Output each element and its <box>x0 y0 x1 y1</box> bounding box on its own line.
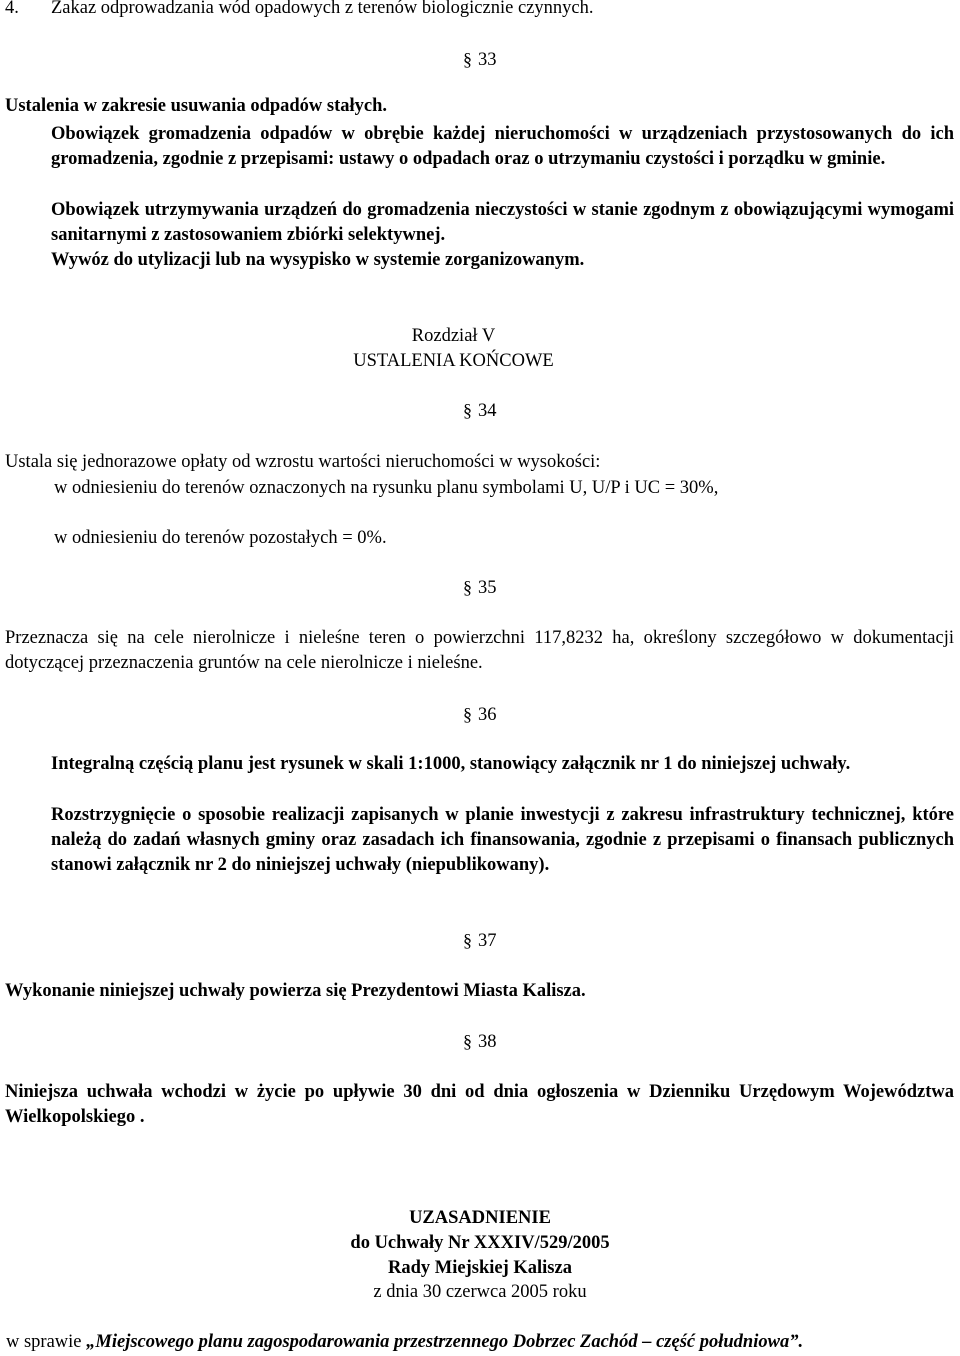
section-sign: § <box>463 704 472 724</box>
item-number: 4. <box>5 0 19 18</box>
item-text: Obowiązek gromadzenia odpadów w obrębie każdej nieruchomości w urządzeniach przystosowanych do ich gromadzenia, zgodnie z przepisami: ustawy o odpadach oraz o utrzymaniu czystości i porządku w gminie. <box>51 124 954 169</box>
item-text: w odniesieniu do terenów oznaczonych na rysunku planu symbolami U, U/P i UC = 30%, <box>54 478 719 498</box>
section-number: 35 <box>478 578 497 598</box>
section-sign: § <box>463 1031 472 1051</box>
chapter-title: Rozdział V <box>411 326 496 346</box>
section-number: 38 <box>478 1032 497 1052</box>
section-34-heading <box>463 398 497 424</box>
section-35-heading <box>463 575 497 601</box>
item-text: Zakaz odprowadzania wód opadowych z terenów biologicznie czynnych. <box>51 0 594 18</box>
item-number <box>5 752 51 777</box>
item-text: Rozstrzygnięcie o sposobie realizacji zapisanych w planie inwestycji z zakresu infrastruktury technicznej, które należą do zadań własnych gminy oraz zasadach ich finansowania, zgodnie z przepisami o finansach publicznych stanowi załącznik nr 2 do niniejszej uchwały (niepublikowany). <box>51 805 954 875</box>
item-number <box>5 198 51 223</box>
subject-title: „Miejscowego planu zagospodarowania przestrzennego Dobrzec Zachód – część południowa”. <box>86 1332 804 1352</box>
item-text: Wywóz do utylizacji lub na wysypisko w systemie zorganizowanym. <box>51 250 585 270</box>
chapter-subtitle: USTALENIA KOŃCOWE <box>353 351 554 371</box>
section-34-item-1 <box>5 476 954 501</box>
justification-council: Rady Miejskiej Kalisza <box>388 1258 572 1278</box>
section-37-text: Wykonanie niniejszej uchwały powierza się Prezydentowi Miasta Kalisza. <box>5 981 586 1001</box>
section-sign: § <box>463 577 472 597</box>
section-33-item-3 <box>5 248 954 273</box>
item-number <box>5 248 51 273</box>
section-33-intro: Ustalenia w zakresie usuwania odpadów stałych. <box>5 96 388 116</box>
section-number: 36 <box>478 705 497 725</box>
section-35-text: Przeznacza się na cele nierolnicze i nieleśne teren o powierzchni 117,8232 ha, określony szczegółowo w dokumentacji dotyczącej przeznaczenia gruntów na cele nierolnicze i nieleśne. <box>5 628 954 673</box>
justification-title: UZASADNIENIE <box>409 1208 551 1228</box>
section-36-item-1 <box>5 752 954 777</box>
section-33-item-1 <box>5 122 954 172</box>
section-37-heading <box>463 928 497 954</box>
section-number: 33 <box>478 50 497 70</box>
section-36-item-2 <box>5 803 954 878</box>
justification-date: z dnia 30 czerwca 2005 roku <box>373 1282 587 1302</box>
item-number <box>5 526 54 551</box>
item-text: w odniesieniu do terenów pozostałych = 0%. <box>54 528 387 548</box>
subject-prefix: w sprawie <box>6 1332 87 1352</box>
item-4 <box>5 0 954 21</box>
section-33-item-2 <box>5 198 954 248</box>
section-number: 37 <box>478 931 497 951</box>
section-34-intro: Ustala się jednorazowe opłaty od wzrostu wartości nieruchomości w wysokości: <box>5 452 601 472</box>
section-36-heading <box>463 702 497 728</box>
section-sign: § <box>463 930 472 950</box>
section-38-text: Niniejsza uchwała wchodzi w życie po upływie 30 dni od dnia ogłoszenia w Dzienniku Urzędowym Województwa Wielkopolskiego . <box>5 1082 954 1127</box>
justification-subject <box>6 1330 954 1355</box>
justification-resolution: do Uchwały Nr XXXIV/529/2005 <box>350 1233 610 1253</box>
section-38-heading <box>463 1029 497 1055</box>
section-sign: § <box>463 49 472 69</box>
item-number <box>5 122 51 147</box>
item-number <box>5 476 54 501</box>
item-number <box>5 803 51 828</box>
item-text: Integralną częścią planu jest rysunek w skali 1:1000, stanowiący załącznik nr 1 do niniejszej uchwały. <box>51 754 851 774</box>
section-number: 34 <box>478 401 497 421</box>
section-sign: § <box>463 400 472 420</box>
section-33-heading <box>463 47 497 73</box>
item-text: Obowiązek utrzymywania urządzeń do gromadzenia nieczystości w stanie zgodnym z obowiązującymi wymogami sanitarnymi z zastosowaniem zbiórki selektywnej. <box>51 200 954 245</box>
section-34-item-2 <box>5 526 954 551</box>
